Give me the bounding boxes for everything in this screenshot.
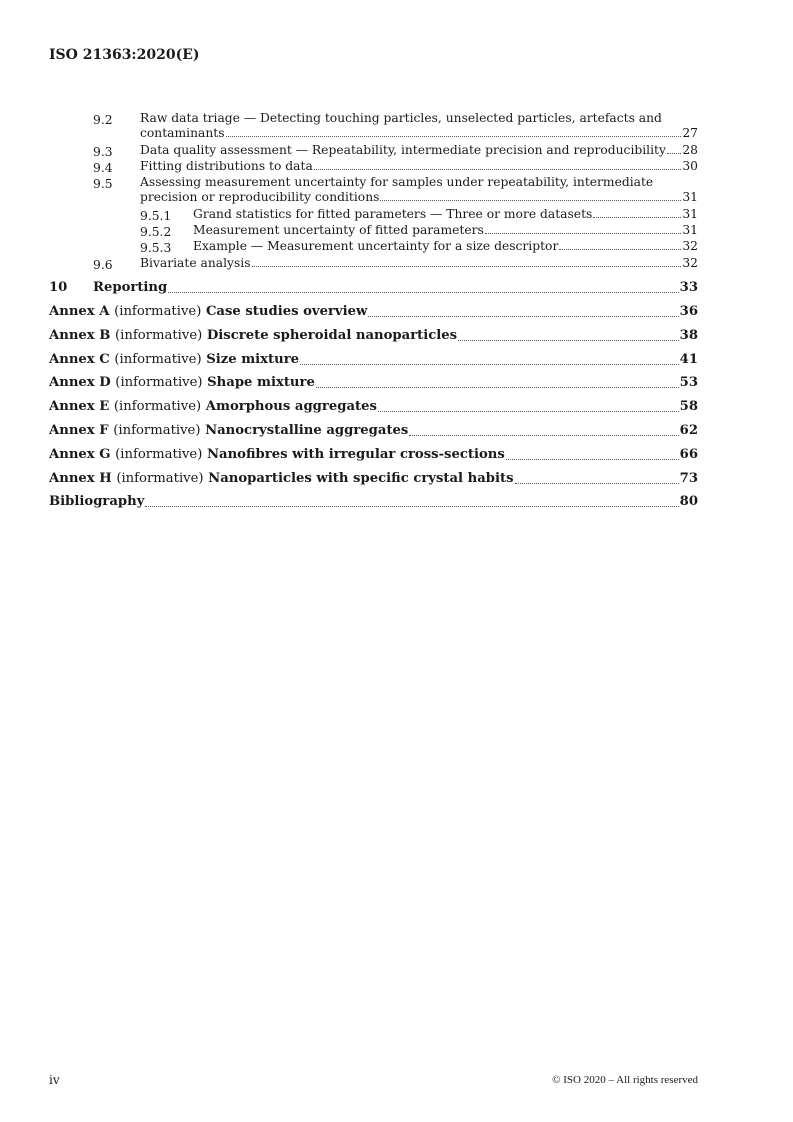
toc-annex-e[interactable] [49,399,698,415]
toc-page: 33 [679,280,698,295]
annex-type: (informative) [114,304,202,319]
annex-label: Annex C [49,352,110,367]
annex-type: (informative) [114,352,202,367]
toc-page: 58 [679,399,698,414]
toc-number: 9.6 [93,258,113,272]
dot-leader [593,216,681,218]
annex-title: Shape mixture [207,375,315,390]
toc-title: Measurement uncertainty of fitted parameters [193,223,484,237]
toc-annex-h[interactable] [49,471,698,487]
toc-title: Example — Measurement uncertainty for a size descriptor [193,239,559,253]
toc-number: 10 [49,280,68,295]
annex-type: (informative) [113,399,202,414]
toc-entry-9-4[interactable] [49,160,698,176]
toc-page: 36 [679,304,698,319]
dot-leader [485,232,681,234]
toc-page: 30 [682,159,698,173]
annex-type: (informative) [113,423,201,438]
toc-entry-9-5-3[interactable] [49,240,698,256]
annex-title: Size mixture [206,352,300,367]
toc-annex-a[interactable] [49,304,698,320]
toc-number: 9.3 [93,145,113,159]
toc-page: 66 [679,447,698,462]
toc-annex-b[interactable] [49,328,698,344]
annex-title: Nanoparticles with specific crystal habits [208,471,514,486]
page-number: iv [49,1073,60,1087]
toc-number: 9.5.1 [140,209,172,223]
toc-annex-c[interactable] [49,352,698,368]
toc-number: 9.2 [93,113,113,127]
toc-entry-9-2[interactable] [49,112,698,142]
annex-label: Annex D [49,375,111,390]
toc-annex-f[interactable] [49,423,698,439]
toc-page: 31 [682,223,698,237]
toc-bibliography[interactable] [49,494,698,510]
annex-title: Case studies overview [205,304,368,319]
dot-leader [314,168,682,170]
dot-leader [316,386,679,388]
toc-entry-9-6[interactable] [49,257,698,273]
dot-leader [559,248,681,250]
annex-type: (informative) [115,375,203,390]
dot-leader [252,265,682,267]
toc-annex-g[interactable] [49,447,698,463]
annex-label: Annex G [49,447,111,462]
annex-label: Annex B [49,328,111,343]
annex-type: (informative) [115,328,203,343]
annex-title: Nanocrystalline aggregates [205,423,409,438]
annex-label: Annex A [49,304,110,319]
toc-page: 32 [682,239,698,253]
toc-page: 31 [682,207,698,221]
toc-title: Bivariate analysis [140,256,251,270]
annex-title: Amorphous aggregates [205,399,377,414]
toc-number: 9.5.3 [140,241,172,255]
toc-number: 9.5 [93,177,113,191]
toc-page: 27 [682,126,698,140]
toc-page: 41 [679,352,698,367]
toc-entry-10[interactable] [49,280,698,296]
dot-leader [368,315,678,317]
toc-entry-9-5-1[interactable] [49,208,698,224]
toc-page: 28 [682,143,698,157]
toc-title: Reporting [93,280,168,295]
dot-leader [409,434,678,436]
annex-label: Annex H [49,471,112,486]
dot-leader [145,505,678,507]
toc-number: 9.4 [93,161,113,175]
toc-page: 80 [679,494,698,509]
toc-title: Data quality assessment — Repeatability, intermediate precision and reproducibility [140,143,666,157]
dot-leader [506,458,679,460]
dot-leader [458,339,679,341]
toc-entry-9-3[interactable] [49,144,698,160]
toc-title: Grand statistics for fitted parameters — Three or more datasets [193,207,593,221]
toc-page: 53 [679,375,698,390]
dot-leader [515,482,679,484]
dot-leader [667,152,681,154]
annex-type: (informative) [115,447,203,462]
copyright-notice: © ISO 2020 – All rights reserved [552,1074,698,1086]
dot-leader [226,135,682,137]
toc-title: Raw data triage — Detecting touching particles, unselected particles, artefacts and [140,111,662,125]
dot-leader [380,199,681,201]
toc-title-continued: contaminants [140,126,225,140]
toc-annex-d[interactable] [49,375,698,391]
toc-page: 62 [679,423,698,438]
dot-leader [300,363,679,365]
document-id: ISO 21363:2020(E) [49,47,200,63]
annex-title: Nanofibres with irregular cross-sections [206,447,505,462]
toc-page: 73 [679,471,698,486]
toc-entry-9-5-2[interactable] [49,224,698,240]
toc-title-continued: precision or reproducibility conditions [140,190,380,204]
dot-leader [378,410,679,412]
toc-page: 31 [682,190,698,204]
annex-title: Discrete spheroidal nanoparticles [206,328,458,343]
toc-number: 9.5.2 [140,225,172,239]
toc-entry-9-5[interactable] [49,176,698,206]
toc-title: Fitting distributions to data [140,159,313,173]
annex-label: Annex E [49,399,110,414]
toc-title: Assessing measurement uncertainty for samples under repeatability, intermediate [140,175,654,189]
annex-label: Annex F [49,423,109,438]
dot-leader [168,291,678,293]
annex-type: (informative) [116,471,204,486]
toc-page: 38 [679,328,698,343]
toc-title: Bibliography [49,494,145,509]
toc-page: 32 [682,256,698,270]
